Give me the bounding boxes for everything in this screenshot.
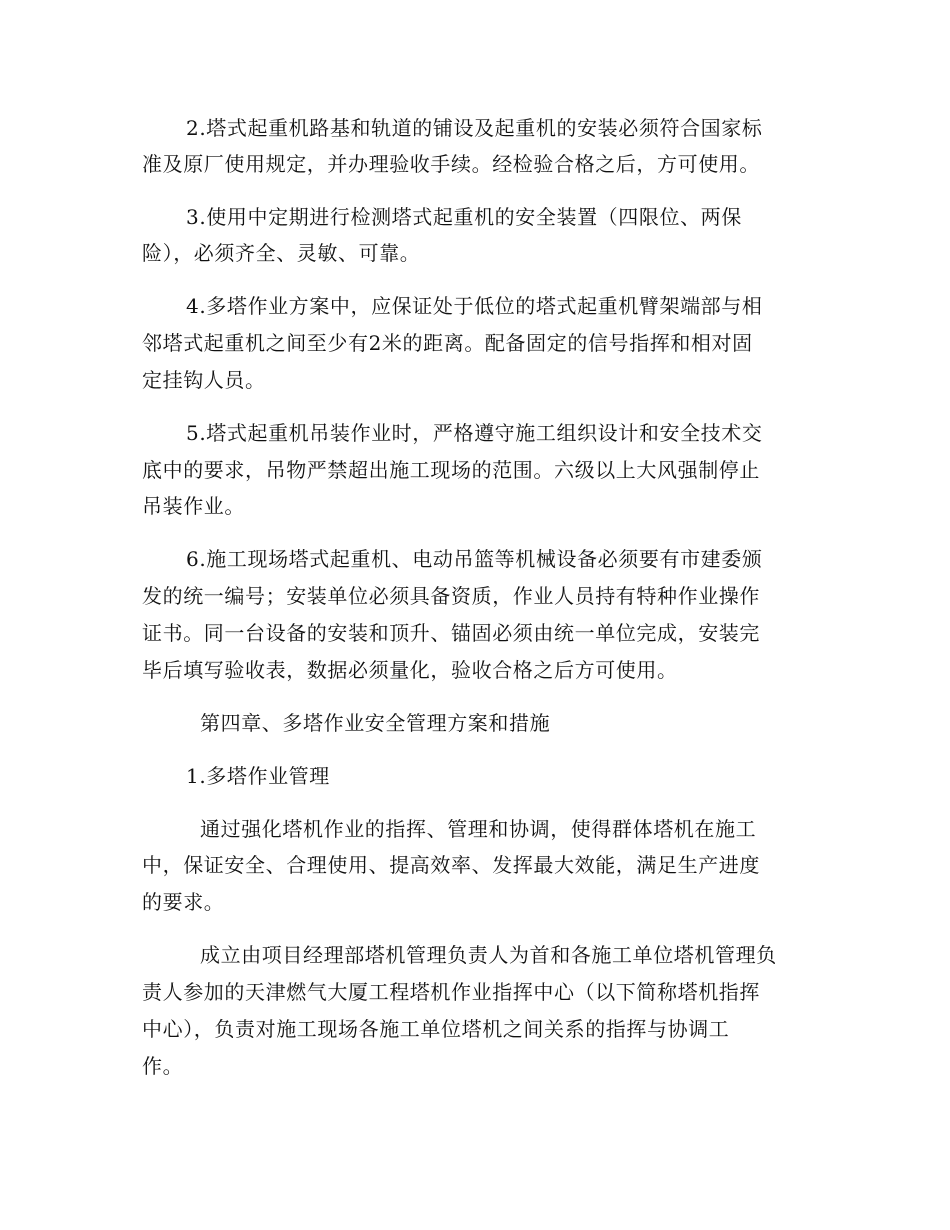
paragraph-line: 4.多塔作业方案中，应保证处于低位的塔式起重机臂架端部与相 (186, 294, 763, 318)
paragraph-line: 中，保证安全、合理使用、提高效率、发挥最大效能，满足生产进度 (142, 853, 760, 877)
paragraph-line: 中心），负责对施工现场各施工单位塔机之间关系的指挥与协调工 (142, 1017, 730, 1041)
paragraph-line: 责人参加的天津燃气大厦工程塔机作业指挥中心（以下简称塔机指挥 (142, 980, 760, 1004)
paragraph-line: 定挂钩人员。 (142, 368, 266, 392)
section-heading: 1.多塔作业管理 (186, 764, 330, 788)
paragraph-line: 2.塔式起重机路基和轨道的铺设及起重机的安装必须符合国家标 (186, 116, 763, 140)
paragraph-line: 作。 (142, 1054, 184, 1078)
paragraph-line: 险），必须齐全、灵敏、可靠。 (142, 241, 421, 265)
paragraph-line: 毕后填写验收表，数据必须量化，验收合格之后方可使用。 (142, 658, 678, 682)
paragraph-line: 发的统一编号；安装单位必须具备资质，作业人员持有特种作业操作 (142, 584, 760, 608)
paragraph-line: 成立由项目经理部塔机管理负责人为首和各施工单位塔机管理负 (200, 943, 777, 967)
paragraph-line: 吊装作业。 (142, 494, 245, 518)
paragraph-line: 的要求。 (142, 890, 225, 914)
paragraph-line: 邻塔式起重机之间至少有2米的距离。配备固定的信号指挥和相对固 (142, 331, 753, 355)
paragraph-line: 3.使用中定期进行检测塔式起重机的安全装置（四限位、两保 (186, 205, 742, 229)
paragraph-line: 准及原厂使用规定，并办理验收手续。经检验合格之后，方可使用。 (142, 152, 760, 176)
paragraph-line: 证书。同一台设备的安装和顶升、锚固必须由统一单位完成，安装完 (142, 621, 760, 645)
paragraph-line: 通过强化塔机作业的指挥、管理和协调，使得群体塔机在施工 (200, 817, 757, 841)
paragraph-line: 5.塔式起重机吊装作业时，严格遵守施工组织设计和安全技术交 (186, 421, 763, 445)
paragraph-line: 底中的要求，吊物严禁超出施工现场的范围。六级以上大风强制停止 (142, 458, 760, 482)
paragraph-line: 6.施工现场塔式起重机、电动吊篮等机械设备必须要有市建委颁 (186, 547, 763, 571)
chapter-heading: 第四章、多塔作业安全管理方案和措施 (200, 711, 551, 735)
